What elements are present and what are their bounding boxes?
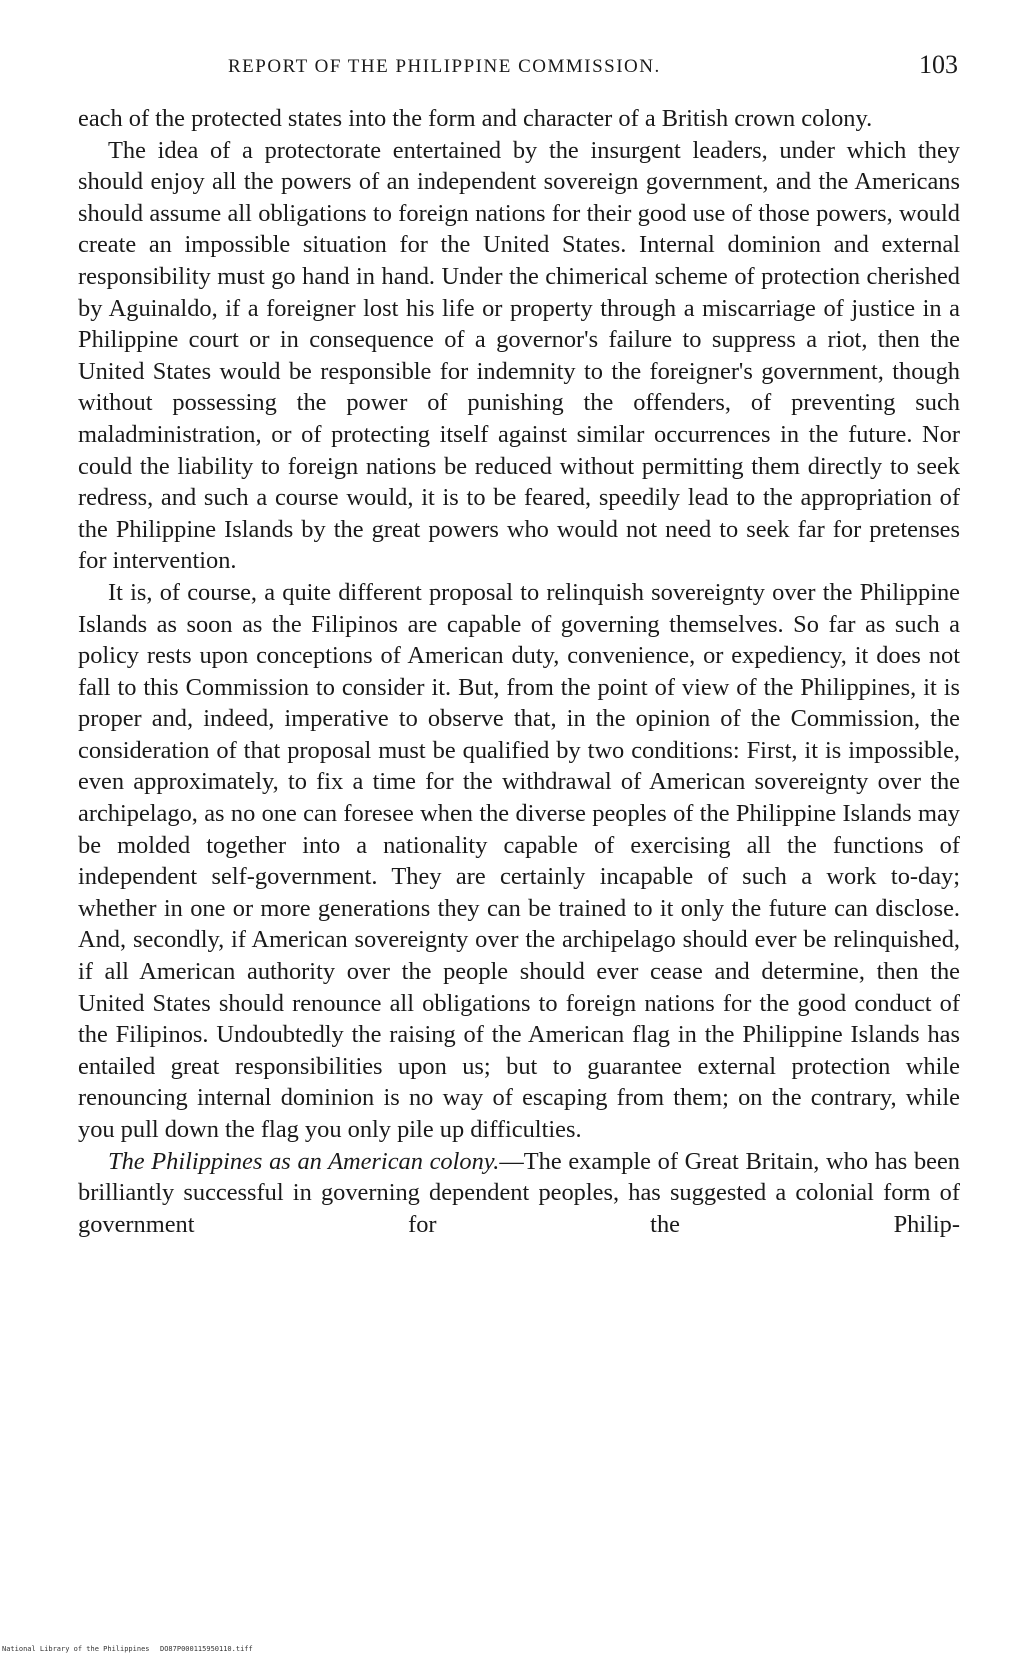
paragraph-colony xyxy=(78,1146,960,1241)
running-header xyxy=(78,50,958,82)
paragraph-protectorate: The idea of a protectorate entertained by the insurgent leaders, under which they should enjoy all the powers of an independent sovereign government, and the Americans should assume all obligations to foreign nations for their good use of those powers, would create an impossible situation for the United States. Internal dominion and external responsibility must go hand in hand. Under the chimerical scheme of protection cherished by Aguinaldo, if a foreigner lost his life or property through a miscarriage of justice in a Philippine court or in consequence of a governor's failure to suppress a riot, then the United States would be responsible for indemnity to the foreigner's government, though without possessing the power of punishing the offenders, of preventing such maladministration, or of protecting itself against similar occurrences in the future. Nor could the liability to foreign nations be reduced without permitting them directly to seek redress, and such a course would, it is to be feared, speedily lead to the appropriation of the Philippine Islands by the great powers who would not need to seek far for pretenses for intervention. xyxy=(78,136,960,575)
running-title: REPORT OF THE PHILIPPINE COMMISSION. xyxy=(228,56,661,77)
footer-filename: DO87P000115950110.tiff xyxy=(160,1645,253,1653)
side-heading: The Philippines as an American colony. xyxy=(108,1147,500,1175)
paragraph-colony-text: —The example of Great Britain, who has been brilliantly successful in governing dependent peoples, has suggested a colonial form of government for the Philip- xyxy=(78,1147,960,1238)
page-number: 103 xyxy=(919,50,958,79)
paragraph-continuation: each of the protected states into the form and character of a British crown colony. xyxy=(78,105,873,132)
body-text xyxy=(78,103,960,1240)
scan-footer xyxy=(0,1645,1014,1658)
footer-library: National Library of the Philippines xyxy=(2,1645,150,1653)
paragraph-sovereignty: It is, of course, a quite different proposal to relinquish sovereignty over the Philippine Islands as soon as the Filipinos are capable of governing themselves. So far as such a policy rests upon conceptions of American duty, convenience, or expediency, it does not fall to this Commission to consider it. But, from the point of view of the Philippines, it is proper and, indeed, imperative to observe that, in the opinion of the Commission, the consideration of that proposal must be qualified by two conditions: First, it is impossible, even approximately, to fix a time for the withdrawal of American sovereignty over the archipelago, as no one can foresee when the diverse peoples of the Philippine Islands may be molded together into a nationality capable of exercising all the functions of independent self-government. They are certainly incapable of such a work to-day; whether in one or more generations they can be trained to it only the future can disclose. And, secondly, if American sovereignty over the archipelago should ever be relinquished, if all American authority over the people should ever cease and determine, then the United States should renounce all obligations to foreign nations for the good conduct of the Filipinos. Undoubtedly the raising of the American flag in the Philippine Islands has entailed great responsibilities upon us; but to guarantee external protection while renouncing internal dominion is no way of escaping from them; on the contrary, while you pull down the flag you only pile up difficulties. xyxy=(78,578,960,1143)
